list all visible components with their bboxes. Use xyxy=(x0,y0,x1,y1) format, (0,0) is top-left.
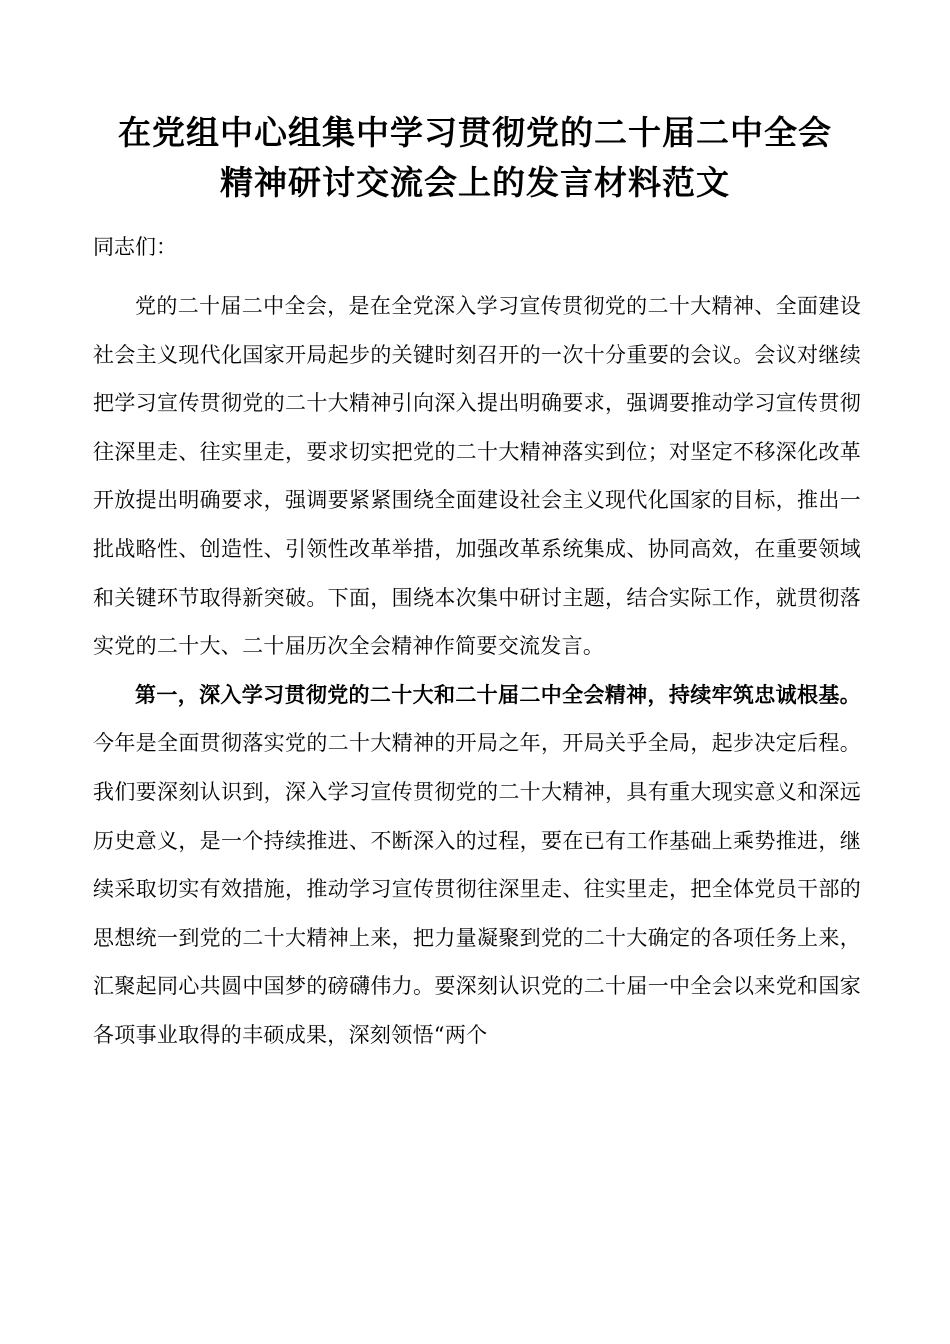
document-body xyxy=(93,282,861,1060)
paragraph-intro: 党的二十届二中全会，是在全党深入学习宣传贯彻党的二十大精神、全面建设社会主义现代化国家开局起步的关键时刻召开的一次十分重要的会议。会议对继续把学习宣传贯彻党的二十大精神引向深入提出明确要求，强调要推动学习宣传贯彻往深里走、往实里走，要求切实把党的二十大精神落实到位；对坚定不移深化改革开放提出明确要求，强调要紧紧围绕全面建设社会主义现代化国家的目标，推出一批战略性、创造性、引领性改革举措，加强改革系统集成、协同高效，在重要领域和关键环节取得新突破。下面，围绕本次集中研讨主题，结合实际工作，就贯彻落实党的二十大、二十届历次全会精神作简要交流发言。 xyxy=(93,294,861,659)
paragraph-first-point-body: 今年是全面贯彻落实党的二十大精神的开局之年，开局关乎全局，起步决定后程。我们要深刻认识到，深入学习宣传贯彻党的二十大精神，具有重大现实意义和深远历史意义，是一个持续推进、不断深入的过程，要在已有工作基础上乘势推进，继续采取切实有效措施，推动学习宣传贯彻往深里走、往实里走，把全体党员干部的思想统一到党的二十大精神上来，把力量凝聚到党的二十大确定的各项任务上来，汇聚起同心共圆中国梦的磅礴伟力。要深刻认识党的二十届一中全会以来党和国家各项事业取得的丰硕成果，深刻领悟“两个 xyxy=(93,731,861,1047)
title-line-1: 在党组中心组集中学习贯彻党的二十届二中全会 xyxy=(118,113,832,152)
paragraph-lead-heading: 第一，深入学习贯彻党的二十大和二十届二中全会精神，持续牢筑忠诚根基。 xyxy=(135,682,861,707)
salutation: 同志们： xyxy=(93,235,177,259)
document-title xyxy=(0,108,950,208)
paragraph-first-point xyxy=(93,671,861,1060)
title-line-2: 精神研讨交流会上的发言材料范文 xyxy=(220,163,730,202)
